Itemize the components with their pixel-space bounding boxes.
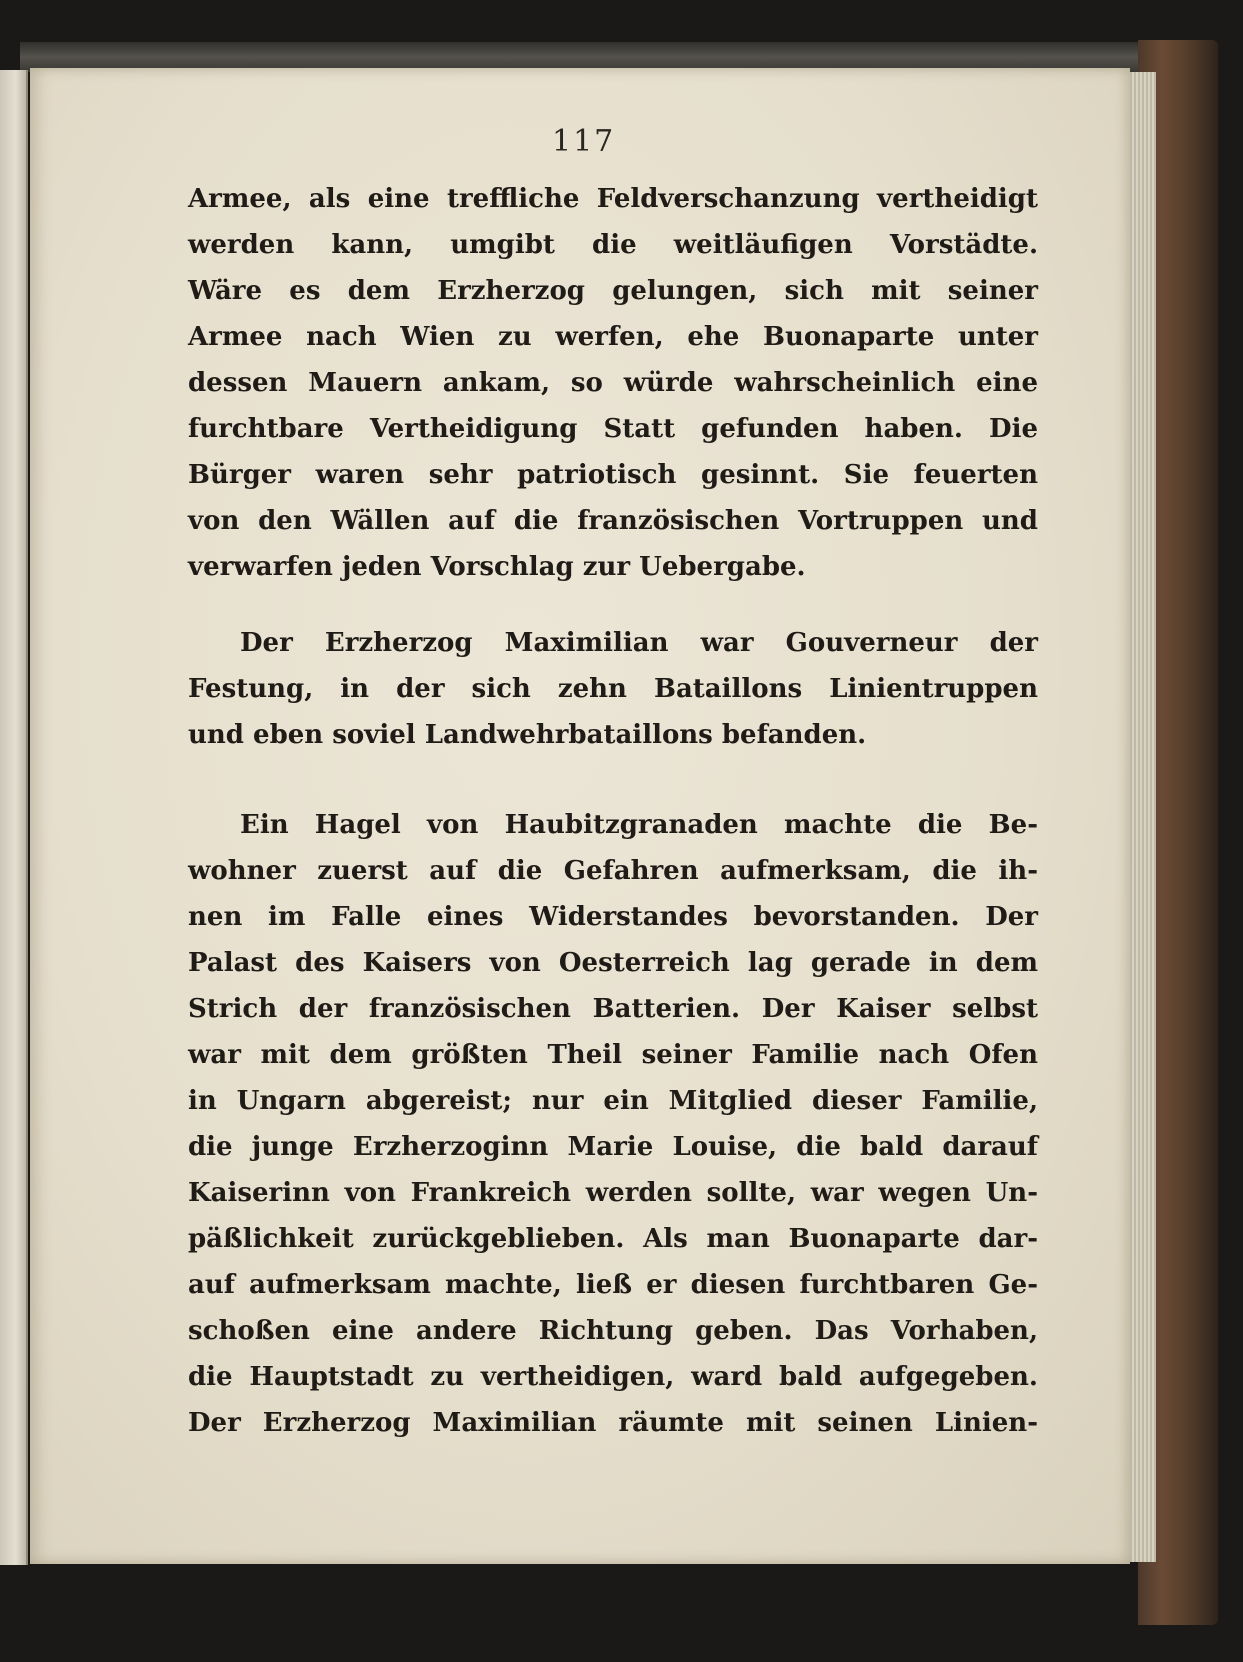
text-line: von den Wällen auf die französischen Vortruppen und xyxy=(188,506,1038,536)
text-line: päßlichkeit zurückgeblieben. Als man Buonaparte dar- xyxy=(188,1224,1038,1254)
text-line: Wäre es dem Erzherzog gelungen, sich mit seiner xyxy=(188,276,1038,306)
paragraph-1 xyxy=(188,176,1038,590)
text-line: und eben soviel Landwehrbataillons befanden. xyxy=(188,720,867,750)
text-line: Kaiserinn von Frankreich werden sollte, war wegen Un- xyxy=(188,1178,1038,1208)
text-line: Palast des Kaisers von Oesterreich lag gerade in dem xyxy=(188,948,1038,978)
text-line: die Hauptstadt zu vertheidigen, ward bald aufgegeben. xyxy=(188,1362,1038,1392)
page-number: 117 xyxy=(552,124,616,159)
text-line: Bürger waren sehr patriotisch gesinnt. Sie feuerten xyxy=(188,460,1038,490)
text-line: war mit dem größten Theil seiner Familie nach Ofen xyxy=(188,1040,1038,1070)
text-line: wohner zuerst auf die Gefahren aufmerksam, die ih- xyxy=(188,856,1038,886)
text-line: die junge Erzherzoginn Marie Louise, die bald darauf xyxy=(188,1132,1038,1162)
text-line: Strich der französischen Batterien. Der Kaiser selbst xyxy=(188,994,1038,1024)
text-line: furchtbare Vertheidigung Statt gefunden haben. Die xyxy=(188,414,1038,444)
text-line: werden kann, umgibt die weitläufigen Vorstädte. xyxy=(188,230,1038,260)
text-line: dessen Mauern ankam, so würde wahrscheinlich eine xyxy=(188,368,1038,398)
text-line: Der Erzherzog Maximilian war Gouverneur der xyxy=(240,628,1038,658)
text-line: Der Erzherzog Maximilian räumte mit seinen Linien- xyxy=(188,1408,1038,1438)
text-line: Armee nach Wien zu werfen, ehe Buonaparte unter xyxy=(188,322,1038,352)
text-line: Ein Hagel von Haubitzgranaden machte die Be- xyxy=(240,810,1038,840)
text-line: Festung, in der sich zehn Bataillons Linientruppen xyxy=(188,674,1038,704)
page-stack-edges xyxy=(1128,72,1156,1562)
text-line: Armee, als eine treffliche Feldverschanzung vertheidigt xyxy=(188,184,1038,214)
book-page xyxy=(30,68,1130,1564)
text-line: in Ungarn abgereist; nur ein Mitglied dieser Familie, xyxy=(188,1086,1038,1116)
text-line: schoßen eine andere Richtung geben. Das Vorhaben, xyxy=(188,1316,1038,1346)
paragraph-3 xyxy=(188,802,1038,1446)
text-line: auf aufmerksam machte, ließ er diesen furchtbaren Ge- xyxy=(188,1270,1038,1300)
text-line: verwarfen jeden Vorschlag zur Uebergabe. xyxy=(188,552,806,582)
left-page-edge xyxy=(0,70,28,1565)
paragraph-2 xyxy=(188,620,1038,758)
text-line: nen im Falle eines Widerstandes bevorstanden. Der xyxy=(188,902,1038,932)
